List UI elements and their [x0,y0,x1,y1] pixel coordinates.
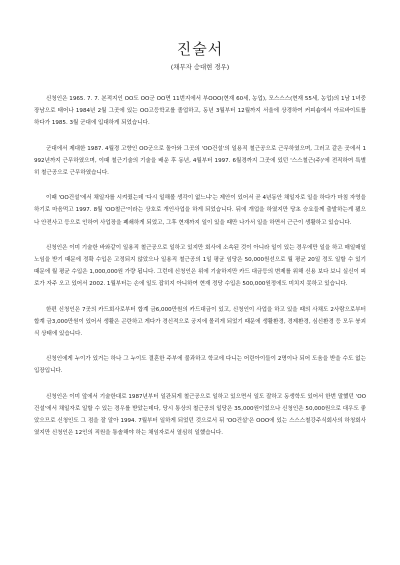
paragraph-background: 신청인은 1965. 7. 7. 본적지인 OO도 OO군 OO면 11번지에서 부OOO(현재 60세, 농업), 모스스스(현재 55세, 농업)의 1남 1녀중 장남으로 태어나 1984년 2월 그곳에 있는 OO고등학교를 졸업하고, 동년 3월부터 12월까지 서울에 상경하여 커피숍에서 아르바이트를 하다가 1985. 3월 군대에 입대하게 되었습니다. [34,96,366,127]
paragraph-debts: 한편 신청인은 7곳의 카드회사로부터 합계 금6,000만원의 카드대금이 있고, 신청인이 사업을 하고 있을 때의 사채도 2사람으로부터 합계 금3,000만원이 있어서 생활은 곤란하고 게다가 경신적으로 궁지에 몰리게 되었기 때문에 생활환경, 경제환경, 심신환경 등 모두 붕괴식 상태에 있습니다. [34,306,366,338]
paragraph-income: 신청인은 이미 기술한 바와같이 일용직 철근공으로 일하고 있지만 회사에 소속된 것이 아니라 일이 있는 경우에만 일을 하고 매일매일 노임을 받기 때문에 정확 수입은 고정되지 않았으나 일용직 철근공의 1일 평균 임당은 50,000원선으로 월 평균 20일 정도 일할 수 있기 때문에 월 평균 수입은 1,000,000원 가량 됩니다. 그런데 신청인은 위에 기술하지만 카드 대금등의 변제를 위해 신용 보다 보니 실신이 피로가 자주 오고 있어서 2002. 1월부터는 손에 일도 잡히지 아니하여 현재 정당 수입은 500,000원정에도 미치지 못하고 있습니다. [34,244,366,288]
document-title: 진술서 [176,40,224,58]
paragraph-employment-details: 신청인은 이미 앞에서 기술한대로 1987년부터 일관되게 철근공으로 일하고 있으면서 일도 잘하고 동생학도 있어서 한번 말했던 'OO건설'에서 채일자로 일할 수 있는 경우를 받았는데다, 당시 통상의 철근공의 일당은 35,000원이었으나 신청인은 50,000원으로 대우도 좋았으므로 신청인도 그 점을 잘 알아 1994. 7월부터 일하게 되었던 것으로서 뒤 'OO건설'은 OOO에 있는 스스스철강주식회사의 하청회사였지만 신청인은 12인의 직원을 통솔해야 하는 채임자로서 열심히 일했습니다. [34,393,366,437]
paragraph-work-history: 군대에서 제대한 1987. 4월경 고향인 OO군으로 돌아와 그곳의 'OO건설'의 일용직 철근공으로 근무하였으며, 그러고 같은 곳에서 1992년까지 근무하였으며, 이때 철근기술의 기술을 배운 후 동년, 4월부터 1997. 6월경까지 그곳에 있던 '스스철근(주)'에 전직하여 특별히 철근공으로 근무하였습니다. [34,145,366,177]
document-subtitle: (채무자 승대현 경우) [170,63,230,71]
paragraph-family: 신청인에게 누이가 있거는 하나 그 누이도 결혼한 주부에 불과하고 학교에 다니는 어린아이들이 2명이나 되어 도움을 받을 수도 없는 입장입니다. [34,356,366,375]
paragraph-self-employment: 이때 'OO건설'에서 채일자를 시켜줬는데 '다시 일해볼 생각이 없느냐'는 제안이 있어서 곧 4년동안 채일자로 일을 하다가 마침 자영을 하기로 마음먹고 1997. 8월 'OO철근'이라는 상호로 개인사업을 하게 되었습니다. 뒤에 개업을 하였지만 당초 승요들께 출발하는게 됐으나 안전사고 등으로 인하여 사업장을 폐쇄하게 되었고, 그후 현재까지 일이 있을 때만 나가서 일을 하면서 근근이 생활하고 있습니다. [34,195,366,226]
